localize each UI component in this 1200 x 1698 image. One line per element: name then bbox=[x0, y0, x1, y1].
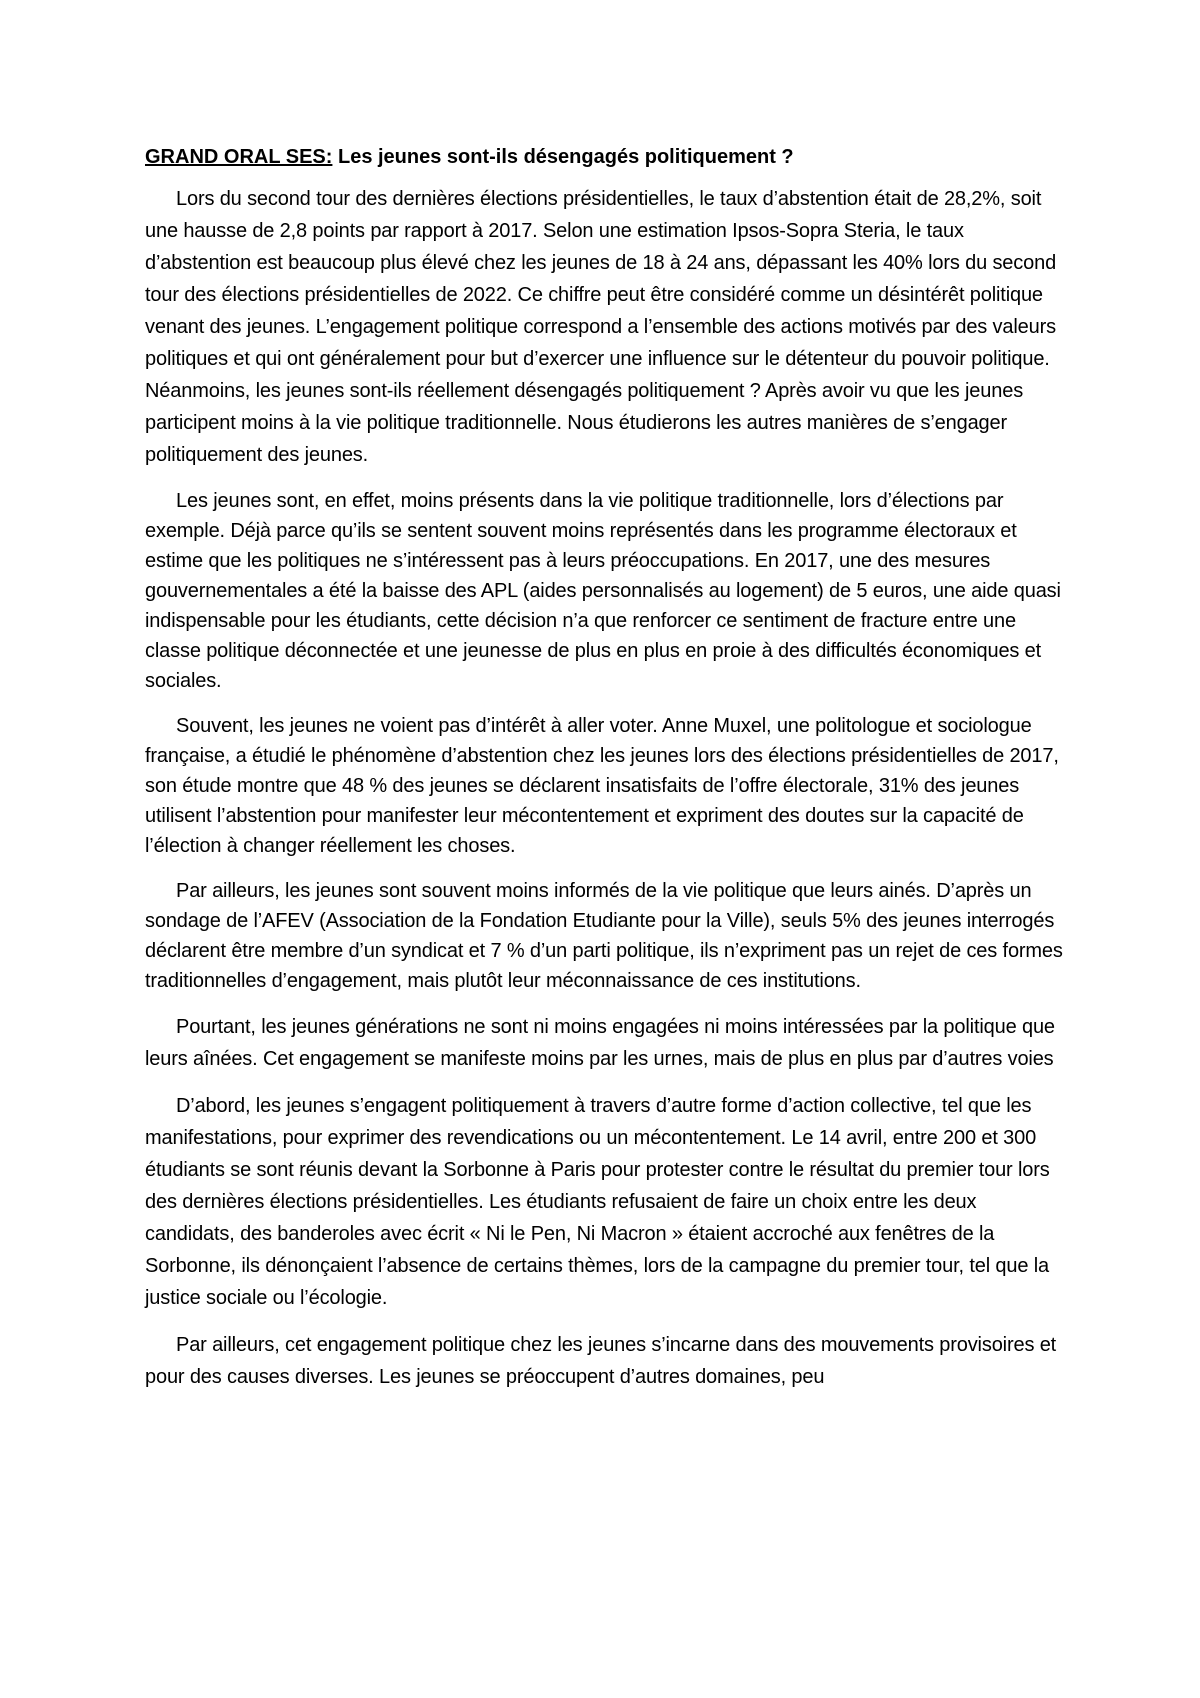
paragraph-collective-action: D’abord, les jeunes s’engagent politiquement à travers d’autre forme d’action collective, tel que les manifestations, pour exprimer des revendications ou un mécontentement. Le 14 avril, entre 200 et 300 étudiants se sont réunis devant la Sorbonne à Paris pour protester contre le résultat du premier tour lors des dernières élections présidentielles. Les étudiants refusaient de faire un choix entre les deux candidats, des banderoles avec écrit « Ni le Pen, Ni Macron » étaient accroché aux fenêtres de la Sorbonne, ils dénonçaient l’absence de certains thèmes, lors de la campagne du premier tour, tel que la justice sociale ou l’écologie. bbox=[145, 1095, 1050, 1309]
document-title bbox=[145, 142, 1063, 172]
paragraph-traditional-politics: Les jeunes sont, en effet, moins présents dans la vie politique traditionnelle, lors d’élections par exemple. Déjà parce qu’ils se sentent souvent moins représentés dans les programme électoraux et estime que les politiques ne s’intéressent pas à leurs préoccupations. En 2017, une des mesures gouvernementales a été la baisse des APL (aides personnalisés au logement) de 5 euros, une aide quasi indispensable pour les étudiants, cette décision n’a que renforcer ce sentiment de fracture entre une classe politique déconnectée et une jeunesse de plus en plus en proie à des difficultés économiques et sociales. bbox=[145, 490, 1061, 692]
title-question: Les jeunes sont-ils désengagés politiquement ? bbox=[337, 146, 794, 168]
paragraph-movements: Par ailleurs, cet engagement politique chez les jeunes s’incarne dans des mouvements provisoires et pour des causes diverses. Les jeunes se préoccupent d’autres domaines, peu bbox=[145, 1334, 1057, 1388]
document-page bbox=[145, 142, 1063, 1408]
paragraph-introduction: Lors du second tour des dernières élections présidentielles, le taux d’abstention était de 28,2%, soit une hausse de 2,8 points par rapport à 2017. Selon une estimation Ipsos-Sopra Steria, le taux d’abstention est beaucoup plus élevé chez les jeunes de 18 à 24 ans, dépassant les 40% lors du second tour des élections présidentielles de 2022. Ce chiffre peut être considéré comme un désintérêt politique venant des jeunes. L’engagement politique correspond a l’ensemble des actions motivés par des valeurs politiques et qui ont généralement pour but d’exercer une influence sur le détenteur du pouvoir politique. Néanmoins, les jeunes sont-ils réellement désengagés politiquement ? Après avoir vu que les jeunes participent moins à la vie politique traditionnelle. Nous étudierons les autres manières de s’engager politiquement des jeunes. bbox=[145, 188, 1057, 466]
paragraph-information: Par ailleurs, les jeunes sont souvent moins informés de la vie politique que leurs ainés. D’après un sondage de l’AFEV (Association de la Fondation Etudiante pour la Ville), seuls 5% des jeunes interrogés déclarent être membre d’un syndicat et 7 % d’un parti politique, ils n’expriment pas un rejet de ces formes traditionnelles d’engagement, mais plutôt leur méconnaissance de ces institutions. bbox=[145, 880, 1063, 992]
paragraph-abstention: Souvent, les jeunes ne voient pas d’intérêt à aller voter. Anne Muxel, une politologue et sociologue française, a étudié le phénomène d’abstention chez les jeunes lors des élections présidentielles de 2017, son étude montre que 48 % des jeunes se déclarent insatisfaits de l’offre électorale, 31% des jeunes utilisent l’abstention pour manifester leur mécontentement et expriment des doutes sur la capacité de l’élection à changer réellement les choses. bbox=[145, 715, 1059, 857]
title-label: GRAND ORAL SES: bbox=[145, 146, 333, 168]
paragraph-transition: Pourtant, les jeunes générations ne sont ni moins engagées ni moins intéressées par la politique que leurs aînées. Cet engagement se manifeste moins par les urnes, mais de plus en plus par d’autres voies bbox=[145, 1016, 1055, 1070]
